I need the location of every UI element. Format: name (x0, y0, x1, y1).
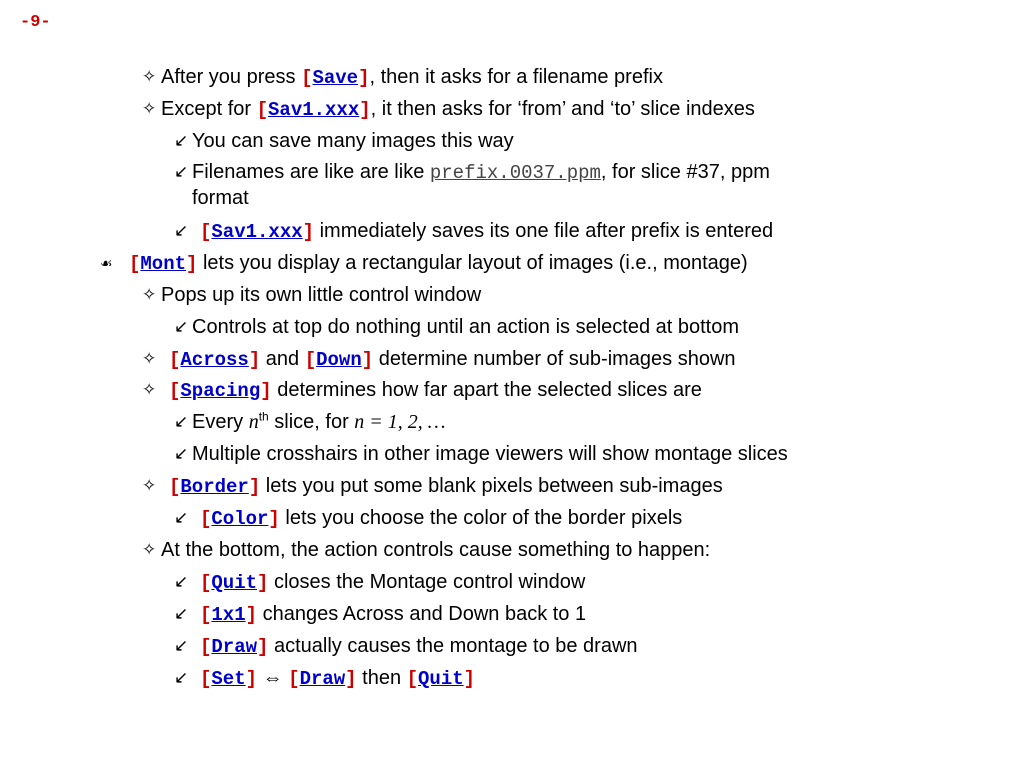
set-command: [Set] (200, 668, 258, 690)
down-command: [Down] (304, 349, 374, 371)
diamond-star-bullet-icon: ✧ (142, 380, 157, 399)
diamond-star-bullet-icon: ✧ (142, 540, 157, 559)
quit-command: [Quit] (200, 572, 269, 594)
spacing-command: [Spacing] (169, 380, 272, 402)
border-command: [Border] (169, 476, 261, 498)
arrow-bullet-icon: ↙ (174, 317, 189, 336)
arrow-bullet-icon: ↙ (174, 162, 189, 181)
across-command: [Across] (169, 349, 261, 371)
diamond-star-bullet-icon: ✧ (142, 99, 157, 118)
arrow-bullet-icon: ↙ (174, 444, 189, 463)
draw-command: [Draw] (200, 636, 269, 658)
double-arrow-icon: ⇔ (257, 667, 289, 689)
1x1-command: [1x1] (200, 604, 258, 626)
arrow-bullet-icon: ↙ (174, 668, 189, 687)
arrow-bullet-icon: ↙ (174, 636, 189, 655)
mont-command: [Mont] (129, 253, 198, 275)
arrow-bullet-icon: ↙ (174, 131, 189, 150)
arrow-bullet-icon: ↙ (174, 221, 189, 240)
quit-command: [Quit] (406, 668, 476, 690)
arrow-bullet-icon: ↙ (174, 412, 189, 431)
arrow-bullet-icon: ↙ (174, 572, 189, 591)
diamond-star-bullet-icon: ✧ (142, 349, 157, 368)
sav1-command: [Sav1.xxx] (256, 99, 371, 121)
color-command: [Color] (200, 508, 280, 530)
save-command: [Save] (301, 67, 370, 89)
arrow-bullet-icon: ↙ (174, 508, 189, 527)
diamond-star-bullet-icon: ✧ (142, 476, 157, 495)
filename-example: prefix.0037.ppm (429, 162, 601, 184)
diamond-star-bullet-icon: ✧ (142, 67, 157, 86)
sav1-command: [Sav1.xxx] (200, 221, 315, 243)
flower-bullet-icon: ☙ (100, 255, 113, 271)
arrow-bullet-icon: ↙ (174, 604, 189, 623)
page-number: -9- (20, 13, 51, 32)
diamond-star-bullet-icon: ✧ (142, 285, 157, 304)
draw-command: [Draw] (288, 668, 357, 690)
